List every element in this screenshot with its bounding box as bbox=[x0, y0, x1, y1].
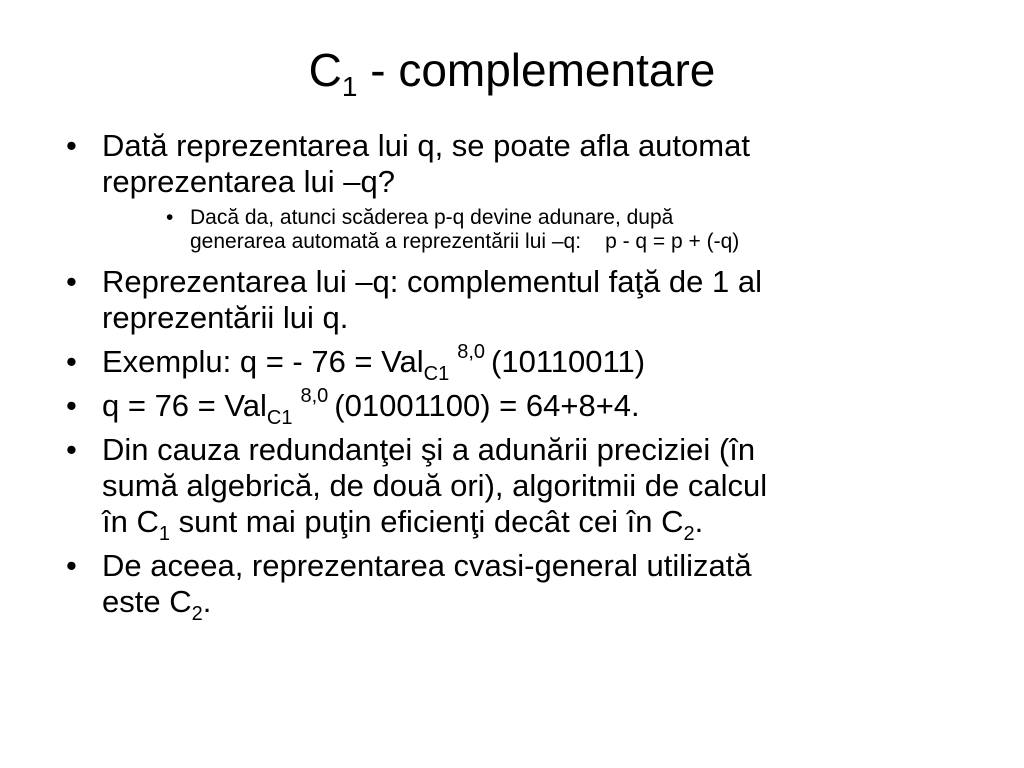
item-1-line-2: reprezentarea lui –q? bbox=[102, 164, 395, 199]
item-4-subscript: C1 bbox=[266, 407, 293, 429]
item-6-subscript: 2 bbox=[191, 603, 203, 625]
item-4-text-b: (01001100) = 64+8+4. bbox=[334, 388, 640, 423]
item-4-superscript: 8,0 bbox=[300, 385, 329, 407]
sub-item-line-1: Dacă da, atunci scăderea p-q devine adunare, după bbox=[190, 206, 674, 229]
sub-item-line-2a: generarea automată a reprezentării lui –q: bbox=[190, 230, 582, 253]
item-4-text-a: q = 76 = Val bbox=[102, 388, 267, 423]
sub-bullet-icon: • bbox=[166, 206, 174, 229]
bullet-icon: • bbox=[66, 548, 77, 583]
item-3-line-1 bbox=[102, 341, 966, 385]
item-1-line-1: Dată reprezentarea lui q, se poate afla automat bbox=[102, 128, 750, 163]
bullet-icon: • bbox=[66, 128, 77, 163]
sub-bullet-item-1 bbox=[166, 206, 966, 254]
item-5-subscript-2: 2 bbox=[683, 523, 695, 545]
item-5-line-3c: . bbox=[694, 504, 704, 539]
item-3-superscript: 8,0 bbox=[457, 341, 486, 363]
bullet-item-3 bbox=[66, 341, 966, 385]
item-6-line-2b: . bbox=[202, 584, 212, 619]
item-2-line-2: reprezentării lui q. bbox=[102, 300, 349, 335]
bullet-icon: • bbox=[66, 388, 77, 423]
bullet-icon: • bbox=[66, 432, 77, 467]
item-5-line-1: Din cauza redundanţei şi a adunării preciziei (în bbox=[102, 432, 756, 467]
item-3-subscript: C1 bbox=[423, 363, 450, 385]
bullet-item-2 bbox=[66, 264, 966, 336]
bullet-item-1 bbox=[66, 128, 966, 200]
title-rest: - complementare bbox=[357, 44, 716, 96]
sub-item-formula: p - q = p + (-q) bbox=[605, 230, 740, 253]
item-6-line-1: De aceea, reprezentarea cvasi-general utilizată bbox=[102, 548, 752, 583]
slide-body bbox=[66, 128, 966, 628]
slide-title bbox=[0, 42, 1024, 102]
item-3-text-a: Exemplu: q = - 76 = Val bbox=[102, 344, 424, 379]
item-3-text-b: (10110011) bbox=[491, 344, 646, 379]
item-5-line-3a: în C bbox=[102, 504, 159, 539]
title-main: C bbox=[308, 44, 342, 96]
bullet-item-4 bbox=[66, 385, 966, 429]
item-5-subscript-1: 1 bbox=[158, 523, 170, 545]
bullet-item-5 bbox=[66, 432, 966, 545]
item-6-line-2 bbox=[102, 584, 966, 625]
sub-item-line-2 bbox=[190, 230, 966, 254]
item-5-line-2: sumă algebrică, de două ori), algoritmii de calcul bbox=[102, 468, 768, 503]
bullet-icon: • bbox=[66, 264, 77, 299]
item-5-line-3 bbox=[102, 504, 966, 545]
title-subscript: 1 bbox=[341, 71, 358, 102]
item-6-line-2a: este C bbox=[102, 584, 192, 619]
bullet-icon: • bbox=[66, 344, 77, 379]
item-5-line-3b: sunt mai puţin eficienţi decât cei în C bbox=[169, 504, 684, 539]
bullet-item-6 bbox=[66, 548, 966, 625]
item-4-line-1 bbox=[102, 385, 966, 429]
item-2-line-1: Reprezentarea lui –q: complementul faţă de 1 al bbox=[102, 264, 763, 299]
